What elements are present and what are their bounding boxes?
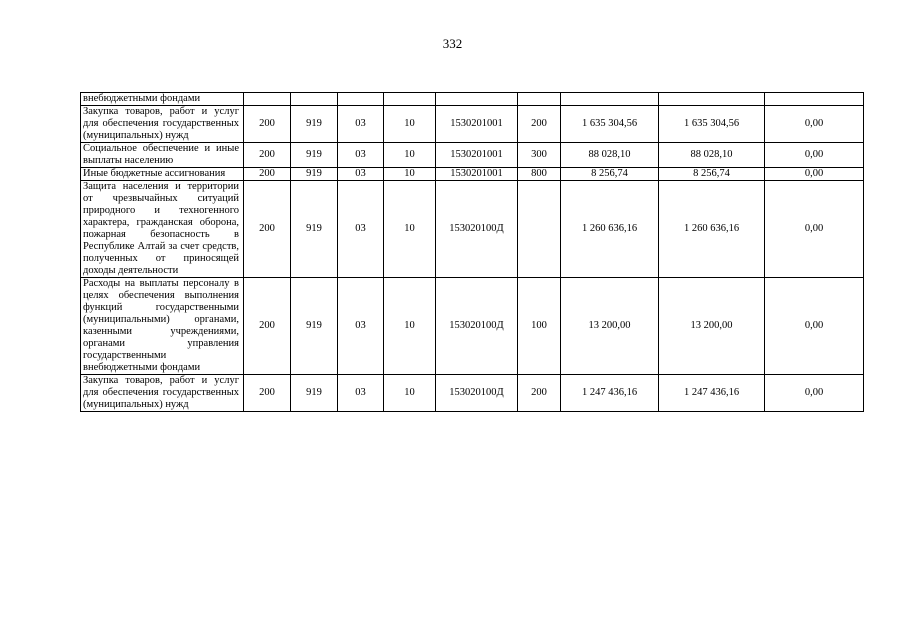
cell-vr: 300 [518, 143, 561, 168]
table-row [81, 181, 864, 278]
cell-ved: 919 [291, 278, 338, 375]
cell-rest: 0,00 [765, 181, 864, 278]
table-row [81, 106, 864, 143]
cell-pr: 10 [384, 278, 436, 375]
cell-fact: 8 256,74 [659, 168, 765, 181]
cell-rz: 03 [338, 181, 384, 278]
cell-rest: 0,00 [765, 278, 864, 375]
cell-plan: 13 200,00 [561, 278, 659, 375]
cell-fact: 1 635 304,56 [659, 106, 765, 143]
cell-rz: 03 [338, 168, 384, 181]
cell-fact: 1 260 636,16 [659, 181, 765, 278]
cell-plan: 1 260 636,16 [561, 181, 659, 278]
cell-vr: 800 [518, 168, 561, 181]
cell-ved: 919 [291, 168, 338, 181]
cell-csr: 1530201001 [436, 143, 518, 168]
cell-plan [561, 93, 659, 106]
table-row [81, 93, 864, 106]
cell-admin: 200 [244, 143, 291, 168]
cell-pr [384, 93, 436, 106]
cell-vr: 100 [518, 278, 561, 375]
table-row [81, 375, 864, 412]
cell-csr: 153020100Д [436, 278, 518, 375]
cell-rz: 03 [338, 143, 384, 168]
cell-rz: 03 [338, 106, 384, 143]
cell-plan: 1 635 304,56 [561, 106, 659, 143]
cell-admin: 200 [244, 278, 291, 375]
cell-ved: 919 [291, 375, 338, 412]
cell-rest: 0,00 [765, 143, 864, 168]
cell-admin [244, 93, 291, 106]
cell-fact: 1 247 436,16 [659, 375, 765, 412]
cell-plan: 88 028,10 [561, 143, 659, 168]
cell-ved [291, 93, 338, 106]
cell-vr [518, 181, 561, 278]
cell-admin: 200 [244, 181, 291, 278]
cell-pr: 10 [384, 168, 436, 181]
cell-ved: 919 [291, 106, 338, 143]
budget-table [80, 92, 864, 412]
cell-vr [518, 93, 561, 106]
cell-rz: 03 [338, 278, 384, 375]
table-row [81, 143, 864, 168]
cell-rest [765, 93, 864, 106]
row-description: Закупка товаров, работ и услуг для обеспечения государственных (муниципальных) нужд [81, 106, 244, 143]
cell-fact: 13 200,00 [659, 278, 765, 375]
cell-rest: 0,00 [765, 106, 864, 143]
cell-ved: 919 [291, 143, 338, 168]
cell-plan: 1 247 436,16 [561, 375, 659, 412]
cell-csr [436, 93, 518, 106]
row-description: Расходы на выплаты персоналу в целях обеспечения выполнения функций государственными (муниципальными) органами, казенными учреждениями, органами управления государственными внебюджетными фондами [81, 278, 244, 375]
page-number: 332 [442, 36, 463, 51]
table-row [81, 168, 864, 181]
cell-admin: 200 [244, 106, 291, 143]
cell-vr: 200 [518, 375, 561, 412]
cell-rest: 0,00 [765, 168, 864, 181]
row-description: Иные бюджетные ассигнования [81, 168, 244, 181]
cell-fact [659, 93, 765, 106]
cell-pr: 10 [384, 375, 436, 412]
cell-rz: 03 [338, 375, 384, 412]
row-description: Защита населения и территории от чрезвычайных ситуаций природного и техногенного характера, гражданская оборона, пожарная безопасность в Республике Алтай за счет средств, полученных от приносящей доходы деятельности [81, 181, 244, 278]
cell-csr: 153020100Д [436, 181, 518, 278]
row-description: Социальное обеспечение и иные выплаты населению [81, 143, 244, 168]
cell-pr: 10 [384, 181, 436, 278]
cell-pr: 10 [384, 106, 436, 143]
cell-admin: 200 [244, 168, 291, 181]
cell-fact: 88 028,10 [659, 143, 765, 168]
cell-vr: 200 [518, 106, 561, 143]
row-description: Закупка товаров, работ и услуг для обеспечения государственных (муниципальных) нужд [81, 375, 244, 412]
cell-pr: 10 [384, 143, 436, 168]
table-row [81, 278, 864, 375]
cell-ved: 919 [291, 181, 338, 278]
cell-csr: 153020100Д [436, 375, 518, 412]
row-description: внебюджетными фондами [81, 93, 244, 106]
cell-plan: 8 256,74 [561, 168, 659, 181]
cell-csr: 1530201001 [436, 168, 518, 181]
cell-rz [338, 93, 384, 106]
cell-admin: 200 [244, 375, 291, 412]
cell-csr: 1530201001 [436, 106, 518, 143]
cell-rest: 0,00 [765, 375, 864, 412]
